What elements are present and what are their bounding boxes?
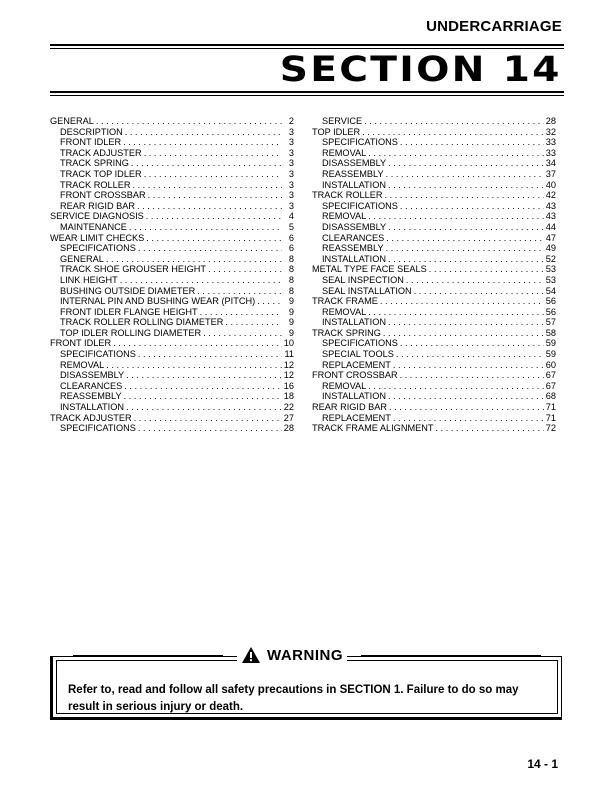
toc-entry — [312, 423, 556, 434]
toc-leader-dots — [122, 381, 282, 392]
toc-entry — [50, 360, 294, 371]
toc-leader-dots — [360, 127, 544, 138]
toc-entry-label: INTERNAL PIN AND BUSHING WEAR (PITCH) — [60, 296, 256, 307]
toc-leader-dots — [404, 275, 544, 286]
toc-entry-page: 5 — [288, 221, 294, 232]
toc-leader-dots — [384, 169, 544, 180]
toc-entry-page: 40 — [545, 179, 556, 190]
toc-leader-dots — [427, 264, 544, 275]
toc-leader-dots — [198, 307, 282, 318]
toc-entry — [312, 317, 556, 328]
toc-entry-label: SPECIAL TOOLS — [322, 349, 394, 360]
toc-entry-page: 68 — [545, 391, 556, 402]
toc-entry-page: 27 — [283, 412, 294, 423]
toc-entry-page: 3 — [288, 200, 294, 211]
toc-entry — [312, 233, 556, 244]
toc-entry-page: 22 — [283, 402, 294, 413]
toc-entry — [312, 296, 556, 307]
toc-entry — [312, 148, 556, 159]
toc-entry — [312, 222, 556, 233]
toc-leader-dots — [124, 402, 282, 413]
top-rule — [50, 44, 564, 46]
toc-entry — [50, 307, 294, 318]
toc-leader-dots — [386, 391, 544, 402]
toc-leader-dots — [123, 127, 282, 138]
toc-leader-dots — [386, 158, 544, 169]
toc-entry — [50, 127, 294, 138]
toc-entry — [312, 127, 556, 138]
toc-entry-page: 12 — [283, 370, 294, 381]
toc-entry-page: 71 — [545, 412, 556, 423]
toc-entry-label: TRACK ADJUSTER — [50, 412, 132, 423]
toc-entry-label: FRONT IDLER — [50, 338, 112, 349]
toc-leader-dots — [111, 338, 282, 349]
toc-leader-dots — [136, 349, 282, 360]
toc-entry-page: 8 — [288, 253, 294, 264]
toc-leader-dots — [146, 190, 282, 201]
toc-entry-page: 12 — [283, 359, 294, 370]
toc-leader-dots — [223, 317, 282, 328]
bottom-rule — [50, 91, 564, 93]
toc-entry-page: 59 — [545, 349, 556, 360]
toc-entry-page: 34 — [545, 158, 556, 169]
toc-entry — [312, 264, 556, 275]
toc-entry-page: 52 — [545, 253, 556, 264]
toc-entry-page: 37 — [545, 168, 556, 179]
toc-leader-dots — [362, 116, 544, 127]
toc-entry-label: FRONT IDLER — [60, 137, 122, 148]
toc-leader-dots — [118, 275, 282, 286]
toc-leader-dots — [412, 286, 544, 297]
toc-entry — [50, 180, 294, 191]
toc-entry-label: SERVICE DIAGNOSIS — [50, 211, 144, 222]
toc-entry-label: SPECIFICATIONS — [322, 137, 398, 148]
toc-entry-page: 32 — [545, 126, 556, 137]
toc-entry — [312, 254, 556, 265]
toc-entry-label: LINK HEIGHT — [60, 274, 118, 285]
toc-entry-page: 6 — [288, 232, 294, 243]
toc-entry-page: 9 — [288, 296, 294, 307]
toc-entry-page: 3 — [288, 137, 294, 148]
toc-entry-page: 28 — [283, 423, 294, 434]
toc-entry-page: 57 — [545, 317, 556, 328]
toc-entry-page: 53 — [545, 274, 556, 285]
toc-entry-label: WEAR LIMIT CHECKS — [50, 232, 145, 243]
toc-entry-page: 6 — [288, 243, 294, 254]
toc-entry-label: FRONT IDLER FLANGE HEIGHT — [60, 306, 198, 317]
toc-entry-label: CLEARANCES — [322, 232, 385, 243]
toc-entry-page: 42 — [545, 190, 556, 201]
toc-leader-dots — [255, 296, 282, 307]
toc-entry — [50, 190, 294, 201]
toc-entry — [312, 381, 556, 392]
toc-leader-dots — [144, 233, 282, 244]
toc-entry-page: 59 — [545, 338, 556, 349]
toc-entry-label: CLEARANCES — [60, 380, 123, 391]
toc-entry-page: 56 — [545, 296, 556, 307]
toc-entry-page: 3 — [288, 158, 294, 169]
toc-entry — [312, 169, 556, 180]
page-number: 14 - 1 — [527, 757, 558, 771]
toc-entry-page: 8 — [288, 264, 294, 275]
toc-entry-page: 16 — [283, 380, 294, 391]
toc-entry — [312, 211, 556, 222]
toc-entry-page: 43 — [545, 200, 556, 211]
toc-leader-dots — [384, 233, 544, 244]
toc-entry-page: 47 — [545, 232, 556, 243]
toc-leader-dots — [366, 148, 544, 159]
toc-entry-page: 71 — [545, 402, 556, 413]
toc-leader-dots — [104, 254, 282, 265]
toc-entry-label: DISASSEMBLY — [60, 370, 125, 381]
toc-entry-label: TRACK ROLLER — [312, 190, 383, 201]
toc-entry — [50, 233, 294, 244]
toc-entry-label: REMOVAL — [322, 211, 367, 222]
toc-entry-label: REPLACEMENT — [322, 359, 391, 370]
toc-entry — [312, 180, 556, 191]
toc-entry — [312, 275, 556, 286]
toc-entry — [312, 360, 556, 371]
toc-entry — [312, 158, 556, 169]
toc-entry-label: SPECIFICATIONS — [60, 349, 136, 360]
toc-entry-label: TRACK ADJUSTER — [60, 147, 142, 158]
toc-entry — [312, 328, 556, 339]
toc-entry-page: 4 — [288, 211, 294, 222]
toc-leader-dots — [381, 328, 544, 339]
toc-leader-dots — [398, 338, 544, 349]
toc-leader-dots — [398, 137, 544, 148]
toc-leader-dots — [136, 243, 282, 254]
toc-entry-label: TRACK SHOE GROUSER HEIGHT — [60, 264, 206, 275]
toc-entry-page: 44 — [545, 221, 556, 232]
toc-entry — [50, 116, 294, 127]
toc-leader-dots — [104, 360, 282, 371]
toc-entry-label: REAR RIGID BAR — [60, 200, 136, 211]
toc-leader-dots — [391, 413, 544, 424]
toc-leader-dots — [387, 402, 544, 413]
toc-entry-label: SPECIFICATIONS — [60, 243, 136, 254]
toc-entry — [50, 349, 294, 360]
toc-leader-dots — [434, 423, 545, 434]
toc-entry — [50, 286, 294, 297]
toc-entry-label: GENERAL — [50, 116, 94, 126]
toc-entry — [312, 137, 556, 148]
toc-entry-page: 33 — [545, 137, 556, 148]
toc-entry — [50, 423, 294, 434]
toc-leader-dots — [201, 328, 282, 339]
toc-entry — [50, 317, 294, 328]
toc-leader-dots — [142, 169, 282, 180]
toc-entry — [312, 413, 556, 424]
toc-entry — [50, 391, 294, 402]
toc-entry-label: INSTALLATION — [322, 179, 386, 190]
toc-entry-label: TRACK SPRING — [60, 158, 129, 169]
warning-text: Refer to, read and follow all safety precautions in SECTION 1. Failure to do so may result in serious injury or death. — [68, 684, 519, 713]
toc-entry-label: INSTALLATION — [322, 317, 386, 328]
toc-entry — [50, 169, 294, 180]
section-title: SECTION 14 — [280, 50, 562, 90]
toc-leader-dots — [366, 211, 544, 222]
toc-entry — [50, 402, 294, 413]
toc-leader-dots — [132, 413, 282, 424]
bottom-rule-thin — [50, 95, 564, 96]
toc-entry-page: 67 — [545, 370, 556, 381]
toc-leader-dots — [386, 254, 544, 265]
toc-entry-label: DISASSEMBLY — [322, 221, 387, 232]
toc-entry-page: 3 — [288, 126, 294, 137]
toc-entry — [50, 148, 294, 159]
toc-entry-label: REMOVAL — [60, 359, 105, 370]
toc-entry — [50, 413, 294, 424]
toc-leader-dots — [398, 370, 544, 381]
toc-entry-label: TOP IDLER ROLLING DIAMETER — [60, 327, 202, 338]
toc-entry-label: INSTALLATION — [322, 391, 386, 402]
toc-entry — [312, 370, 556, 381]
toc-leader-dots — [195, 286, 282, 297]
toc-entry-label: REMOVAL — [322, 380, 367, 391]
toc-entry-label: SEAL INSPECTION — [322, 274, 404, 285]
toc-entry — [312, 116, 556, 127]
toc-entry-label: SEAL INSTALLATION — [322, 285, 412, 296]
toc-leader-dots — [206, 264, 282, 275]
toc-entry — [312, 307, 556, 318]
toc-leader-dots — [94, 116, 282, 127]
toc-entry-page: 3 — [288, 168, 294, 179]
toc-entry-page: 9 — [288, 327, 294, 338]
toc-entry-label: TRACK SPRING — [312, 327, 381, 338]
toc-leader-dots — [382, 190, 544, 201]
toc-entry — [50, 328, 294, 339]
toc-entry — [50, 254, 294, 265]
toc-entry-page: 54 — [545, 285, 556, 296]
toc-entry — [312, 190, 556, 201]
toc-entry-label: TOP IDLER — [312, 126, 361, 137]
toc-entry — [50, 222, 294, 233]
toc-entry — [50, 338, 294, 349]
top-rule-thin — [50, 48, 564, 49]
toc-entry — [312, 349, 556, 360]
toc-right-column — [312, 116, 556, 434]
toc-entry — [50, 296, 294, 307]
toc-entry-label: REAR RIGID BAR — [312, 402, 388, 413]
toc-entry-page: 28 — [545, 116, 556, 126]
toc-entry-label: SERVICE — [322, 116, 363, 126]
toc-entry — [312, 201, 556, 212]
warning-line-right — [361, 655, 541, 656]
toc-leader-dots — [391, 360, 544, 371]
toc-leader-dots — [366, 381, 544, 392]
toc-entry — [50, 211, 294, 222]
toc-leader-dots — [129, 158, 282, 169]
toc-entry — [50, 370, 294, 381]
warning-triangle-icon — [241, 646, 261, 664]
toc-left-column — [50, 116, 294, 434]
toc-entry-page: 43 — [545, 211, 556, 222]
toc-entry-label: REMOVAL — [322, 147, 367, 158]
toc-entry-page: 33 — [545, 147, 556, 158]
toc-entry-label: REPLACEMENT — [322, 412, 391, 423]
toc-entry — [50, 275, 294, 286]
toc-leader-dots — [366, 307, 544, 318]
toc-leader-dots — [122, 391, 282, 402]
toc-entry-page: 9 — [288, 306, 294, 317]
toc-entry-page: 3 — [288, 179, 294, 190]
toc-entry-label: METAL TYPE FACE SEALS — [312, 264, 427, 275]
toc-entry-page: 11 — [284, 349, 294, 360]
toc-entry-label: REMOVAL — [322, 306, 367, 317]
toc-leader-dots — [136, 423, 282, 434]
toc-entry-label: TRACK ROLLER ROLLING DIAMETER — [60, 317, 224, 328]
toc-entry-page: 67 — [545, 380, 556, 391]
toc-entry-page: 58 — [545, 327, 556, 338]
toc-entry-label: GENERAL — [60, 253, 104, 264]
toc-leader-dots — [386, 222, 544, 233]
toc-entry-label: INSTALLATION — [322, 253, 386, 264]
toc-entry-page: 2 — [288, 116, 294, 126]
toc-entry — [312, 391, 556, 402]
toc-entry-label: FRONT CROSSBAR — [60, 190, 146, 201]
toc-entry-page: 3 — [288, 190, 294, 201]
toc-entry — [50, 264, 294, 275]
toc-leader-dots — [378, 296, 544, 307]
toc-entry — [50, 381, 294, 392]
toc-entry-label: TRACK FRAME ALIGNMENT — [312, 423, 434, 434]
toc-entry-label: TRACK ROLLER — [60, 179, 131, 190]
toc-leader-dots — [144, 211, 282, 222]
toc-entry-page: 60 — [545, 359, 556, 370]
toc-entry — [312, 286, 556, 297]
toc-leader-dots — [394, 349, 544, 360]
toc-entry-page: 9 — [288, 317, 294, 328]
toc-entry-page: 10 — [283, 338, 294, 349]
toc-leader-dots — [124, 370, 282, 381]
toc-entry-label: BUSHING OUTSIDE DIAMETER — [60, 285, 196, 296]
toc-entry-label: DISASSEMBLY — [322, 158, 387, 169]
toc-entry-label: REASSEMBLY — [322, 168, 384, 179]
toc-entry — [50, 201, 294, 212]
toc-entry-page: 72 — [545, 423, 556, 434]
warning-badge — [237, 646, 347, 664]
toc-entry — [50, 158, 294, 169]
toc-entry-label: TRACK TOP IDLER — [60, 168, 142, 179]
toc-entry-page: 18 — [283, 391, 294, 402]
toc-entry — [312, 243, 556, 254]
toc-leader-dots — [384, 243, 544, 254]
toc-entry-label: DESCRIPTION — [60, 126, 123, 137]
toc-leader-dots — [130, 180, 282, 191]
toc-entry — [312, 402, 556, 413]
toc-leader-dots — [386, 317, 544, 328]
toc-leader-dots — [386, 180, 544, 191]
toc-entry-page: 56 — [545, 306, 556, 317]
toc-entry-page: 3 — [288, 147, 294, 158]
toc-entry-label: INSTALLATION — [60, 402, 124, 413]
toc-entry-page: 8 — [288, 274, 294, 285]
toc-entry — [312, 338, 556, 349]
toc-entry — [50, 137, 294, 148]
toc-leader-dots — [398, 201, 544, 212]
toc-entry-page: 8 — [288, 285, 294, 296]
toc-entry-label: REASSEMBLY — [322, 243, 384, 254]
header-category: UNDERCARRIAGE — [426, 18, 562, 35]
toc-entry-label: TRACK FRAME — [312, 296, 378, 307]
toc-entry-label: SPECIFICATIONS — [322, 200, 398, 211]
warning-title: WARNING — [267, 646, 343, 664]
toc-entry-label: SPECIFICATIONS — [60, 423, 136, 434]
toc-entry-label: FRONT CROSSBAR — [312, 370, 398, 381]
warning-line-left — [73, 655, 223, 656]
toc-entry-label: REASSEMBLY — [60, 391, 122, 402]
toc-entry-label: SPECIFICATIONS — [322, 338, 398, 349]
toc-entry-label: MAINTENANCE — [60, 221, 127, 232]
toc-leader-dots — [121, 137, 282, 148]
toc-entry-page: 53 — [545, 264, 556, 275]
toc-leader-dots — [127, 222, 282, 233]
warning-header — [0, 646, 614, 664]
toc-entry — [50, 243, 294, 254]
toc-leader-dots — [142, 148, 282, 159]
toc-leader-dots — [135, 201, 282, 212]
toc-entry-page: 49 — [545, 243, 556, 254]
